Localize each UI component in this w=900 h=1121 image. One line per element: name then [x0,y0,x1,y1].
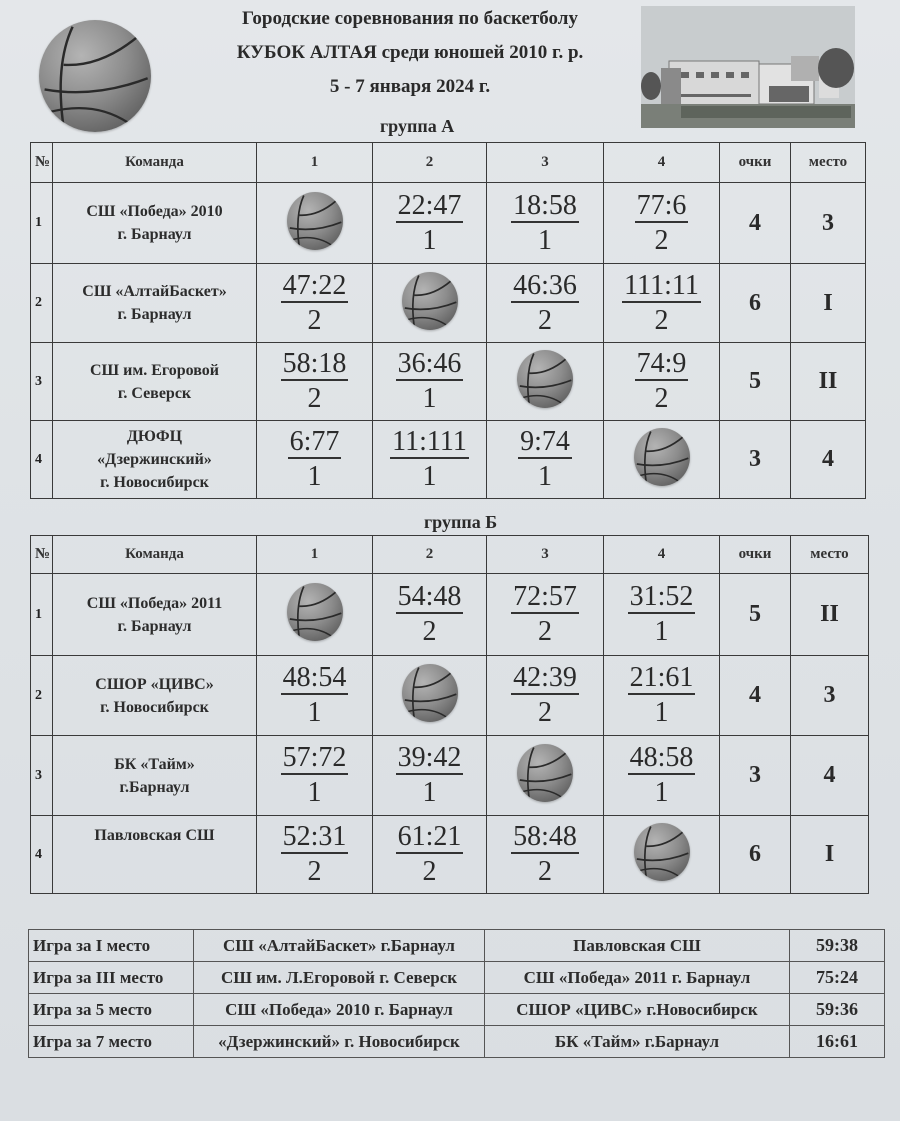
final-team-2: БК «Тайм» г.Барнаул [485,1026,790,1058]
match-result-cell [487,656,604,736]
final-place: I [791,816,869,894]
finals-row [29,962,885,994]
match-score: 42:39 [513,662,577,693]
col-header-3: 3 [487,143,604,183]
match-points: 2 [654,383,669,414]
self-match-cell [257,183,373,264]
match-points: 1 [654,697,669,728]
team-name [53,656,257,736]
match-score: 11:111 [392,426,467,457]
basketball-icon [402,664,458,722]
match-points: 2 [307,856,322,887]
table-row [31,574,869,656]
finals-row [29,994,885,1026]
col-header-team: Команда [53,143,257,183]
team-city: г. Северск [117,384,192,402]
match-points: 2 [538,697,552,728]
table-row [31,343,866,421]
sports-building-photo [641,6,855,128]
match-score: 9:74 [520,426,570,457]
match-result-cell [257,343,373,421]
match-score: 48:54 [282,662,347,693]
match-score: 18:58 [513,189,577,221]
col-header-points: очки [720,536,791,574]
final-team-2: СШ «Победа» 2011 г. Барнаул [485,962,790,994]
match-result-cell [373,183,487,264]
team-name-line1: СШ им. Егоровой [89,361,220,379]
self-match-cell [604,421,720,499]
team-city: г. Барнаул [117,617,192,635]
basketball-logo-icon [39,20,151,132]
team-name [53,816,257,894]
total-points: 4 [720,183,791,264]
basketball-icon [287,192,343,250]
match-score: 58:18 [282,348,347,379]
final-game-label: Игра за I место [29,930,194,962]
group-a-label: группа А [380,116,455,136]
match-result-cell [487,264,604,343]
group-b-table [30,535,869,894]
team-city: г. Барнаул [117,306,192,323]
match-score: 77:6 [636,189,687,221]
match-score: 54:48 [397,581,462,612]
match-points: 2 [422,616,437,647]
team-name-line1: БК «Тайм» [114,755,195,773]
team-name-line1: СШ «Победа» 2010 [86,203,223,220]
total-points: 6 [720,816,791,894]
final-team-1: «Дзержинский» г. Новосибирск [194,1026,485,1058]
match-points: 2 [538,856,552,887]
match-points: 2 [307,383,322,414]
match-result-cell [487,421,604,499]
match-points: 1 [307,697,322,728]
col-header-3: 3 [487,536,604,574]
match-result-cell [487,574,604,656]
match-result-cell [373,574,487,656]
team-name-line1: СШОР «ЦИВС» [95,675,214,693]
table-header-row [31,143,866,183]
col-header-1: 1 [257,536,373,574]
self-match-cell [487,736,604,816]
match-result-cell [487,183,604,264]
final-place: II [791,343,866,421]
match-result-cell [487,816,604,894]
match-score: 74:9 [636,348,687,379]
row-number: 2 [31,264,53,343]
match-score: 48:58 [629,742,694,773]
team-city: «Дзержинский» [97,451,212,468]
team-city: г. Новосибирск [100,698,209,716]
row-number: 3 [31,343,53,421]
basketball-icon [634,823,690,881]
final-team-2: Павловская СШ [485,930,790,962]
basketball-icon [517,744,573,802]
row-number: 1 [31,183,53,264]
match-score: 52:31 [282,821,347,852]
col-header-place: место [791,536,869,574]
team-name [53,264,257,343]
self-match-cell [604,816,720,894]
match-points: 2 [654,304,669,336]
match-points: 1 [654,777,669,808]
team-city: г. Барнаул [117,226,192,243]
table-row [31,736,869,816]
team-name-line1: ДЮФЦ [126,428,183,445]
col-header-2: 2 [373,143,487,183]
final-game-label: Игра за 7 место [29,1026,194,1058]
team-city: г.Барнаул [119,778,190,796]
col-header-num: № [31,143,53,183]
team-name [53,421,257,499]
row-number: 4 [31,816,53,894]
team-name [53,574,257,656]
match-score: 21:61 [629,662,694,693]
col-header-place: место [791,143,866,183]
self-match-cell [257,574,373,656]
col-header-points: очки [720,143,791,183]
match-result-cell [604,656,720,736]
match-points: 1 [422,224,437,256]
finals-table [28,929,885,1058]
table-row [31,183,866,264]
match-result-cell [257,656,373,736]
row-number: 3 [31,736,53,816]
title-line-2: КУБОК АЛТАЯ среди юношей 2010 г. р. [236,42,584,63]
total-points: 3 [720,736,791,816]
match-result-cell [604,574,720,656]
final-team-1: СШ «АлтайБаскет» г.Барнаул [194,930,485,962]
self-match-cell [487,343,604,421]
match-points: 1 [422,777,437,808]
team-name [53,736,257,816]
table-row [31,421,866,499]
col-header-1: 1 [257,143,373,183]
basketball-icon [634,428,690,486]
col-header-num: № [31,536,53,574]
total-points: 5 [720,574,791,656]
match-result-cell [373,421,487,499]
match-score: 46:36 [513,269,577,301]
match-result-cell [373,343,487,421]
match-points: 1 [307,461,322,492]
match-score: 39:42 [397,742,462,773]
basketball-icon [402,272,458,330]
col-header-2: 2 [373,536,487,574]
match-result-cell [257,264,373,343]
final-game-label: Игра за III место [29,962,194,994]
match-score: 47:22 [282,269,347,301]
match-points: 1 [538,461,552,492]
basketball-icon [517,350,573,408]
match-points: 2 [538,616,552,647]
match-score: 31:52 [629,581,694,612]
match-score: 58:48 [513,821,577,852]
group-a-table [30,142,866,499]
total-points: 6 [720,264,791,343]
self-match-cell [373,264,487,343]
match-score: 61:21 [397,821,462,852]
title-dates: 5 - 7 января 2024 г. [329,76,491,97]
final-place: I [791,264,866,343]
table-row [31,264,866,343]
row-number: 1 [31,574,53,656]
finals-row [29,930,885,962]
team-name-line1: СШ «Победа» 2011 [86,594,223,612]
match-score: 22:47 [397,189,462,221]
self-match-cell [373,656,487,736]
final-place: II [791,574,869,656]
match-points: 1 [307,777,322,808]
total-points: 3 [720,421,791,499]
total-points: 5 [720,343,791,421]
final-game-label: Игра за 5 место [29,994,194,1026]
final-score: 16:61 [790,1026,885,1058]
final-place: 3 [791,656,869,736]
final-team-1: СШ им. Л.Егоровой г. Северск [194,962,485,994]
final-score: 75:24 [790,962,885,994]
match-points: 2 [422,856,437,887]
match-result-cell [604,264,720,343]
final-team-1: СШ «Победа» 2010 г. Барнаул [194,994,485,1026]
match-result-cell [604,343,720,421]
table-row [31,816,869,894]
match-points: 2 [307,304,322,336]
final-score: 59:36 [790,994,885,1026]
finals-row [29,1026,885,1058]
row-number: 4 [31,421,53,499]
match-score: 6:77 [289,426,340,457]
row-number: 2 [31,656,53,736]
col-header-4: 4 [604,536,720,574]
match-points: 2 [654,224,669,256]
match-points: 2 [538,304,552,336]
match-score: 111:11 [624,269,699,301]
table-row [31,656,869,736]
match-result-cell [257,421,373,499]
match-result-cell [604,183,720,264]
final-place: 3 [791,183,866,264]
group-b-label: группа Б [424,512,498,532]
col-header-team: Команда [53,536,257,574]
team-city-line: г. Новосибирск [100,474,209,491]
final-place: 4 [791,736,869,816]
match-score: 57:72 [282,742,347,773]
col-header-4: 4 [604,143,720,183]
final-place: 4 [791,421,866,499]
team-name-line1: СШ «АлтайБаскет» [82,283,227,300]
match-result-cell [257,816,373,894]
match-result-cell [604,736,720,816]
title-line-1: Городские соревнования по баскетболу [242,8,578,29]
team-name [53,183,257,264]
match-points: 1 [422,461,437,492]
total-points: 4 [720,656,791,736]
match-score: 72:57 [513,581,577,612]
table-header-row [31,536,869,574]
team-name [53,343,257,421]
basketball-icon [287,583,343,641]
match-result-cell [373,736,487,816]
match-points: 1 [422,383,437,414]
match-points: 1 [654,616,669,647]
match-result-cell [257,736,373,816]
final-score: 59:38 [790,930,885,962]
match-points: 1 [538,224,552,256]
team-name-line1: Павловская СШ [94,827,215,844]
match-score: 36:46 [397,348,462,379]
final-team-2: СШОР «ЦИВС» г.Новосибирск [485,994,790,1026]
match-result-cell [373,816,487,894]
